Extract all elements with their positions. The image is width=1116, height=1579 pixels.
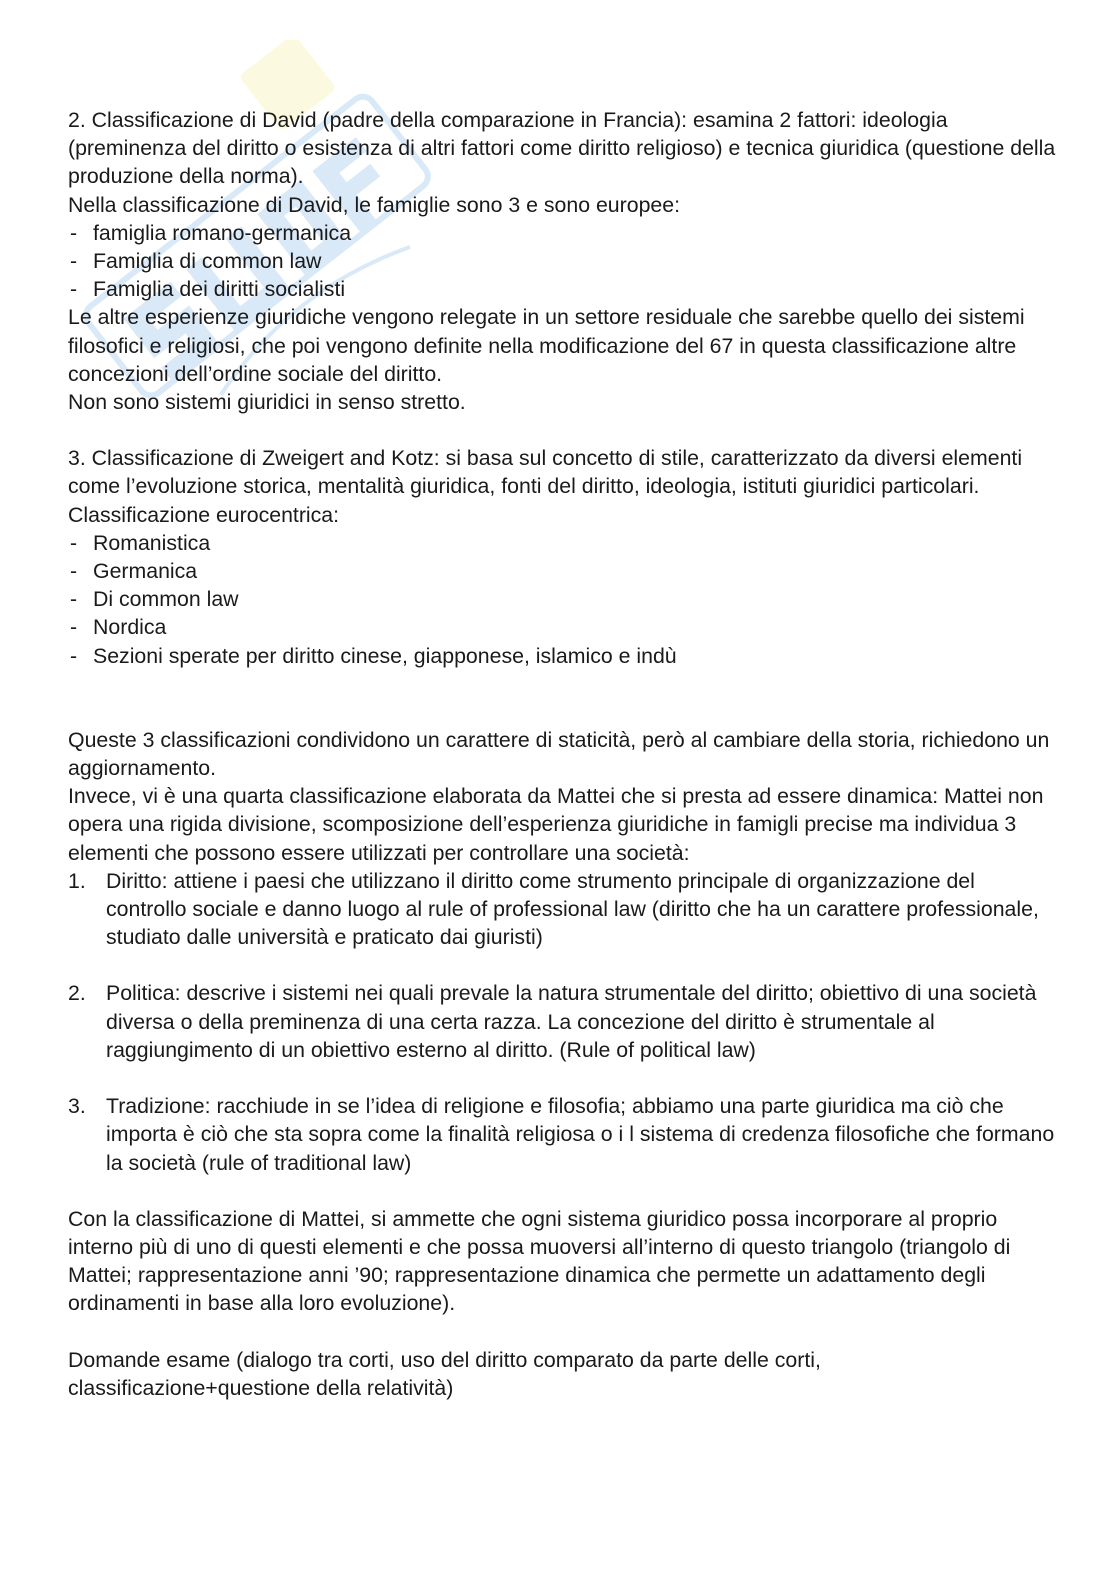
list-item: 1. Diritto: attiene i paesi che utilizzano il diritto come strumento principale di organizzazione del controllo sociale e danno luogo al rule of professional law (diritto che ha un carattere professionale, studiato dalle università e praticato dai giuristi) bbox=[68, 868, 1039, 950]
david-intro: 2. Classificazione di David (padre della comparazione in Francia): esamina 2 fattori: ideologia (preminenza del diritto o esistenza di altri fattori come diritto religioso) e tecnica giuridica (questione della produzione della norma). bbox=[68, 108, 1056, 189]
mattei-p1: Queste 3 classificazioni condividono un carattere di staticità, però al cambiare della storia, richiedono un aggiornamento. bbox=[68, 727, 1050, 781]
list-item: 2. Politica: descrive i sistemi nei quali prevale la natura strumentale del diritto; obiettivo di una società diversa o della preminenza di una certa razza. La concezione del diritto è strumentale al raggiungimento di un obiettivo esterno al diritto. (Rule of political law) bbox=[68, 981, 1037, 1062]
list-item: - Famiglia di common law bbox=[70, 249, 322, 274]
exam-questions: Domande esame (dialogo tra corti, uso del diritto comparato da parte delle corti, classificazione+questione della relatività) bbox=[68, 1347, 821, 1400]
david-others: Le altre esperienze giuridiche vengono relegate in un settore residuale che sarebbe quello dei sistemi filosofici e religiosi, che poi vengono definite nella modificazione del 67 in questa classificazione altre concezioni dell’ordine sociale del diritto. bbox=[68, 305, 1025, 386]
list-item: - Sezioni sperate per diritto cinese, giapponese, islamico e indù bbox=[70, 643, 677, 668]
list-item: - Di common law bbox=[70, 587, 239, 612]
list-item: - Romanistica bbox=[70, 530, 211, 555]
list-item: - famiglia romano-germanica bbox=[70, 220, 352, 245]
list-item: - Famiglia dei diritti socialisti bbox=[70, 277, 346, 302]
david-families-list bbox=[68, 219, 1058, 304]
list-item: 3. Tradizione: racchiude in se l’idea di religione e filosofia; abbiamo una parte giuridica ma ciò che importa è ciò che sta sopra come la finalità religiosa o i l sistema di credenza filosofiche che formano la società (rule of traditional law) bbox=[68, 1094, 1055, 1175]
zweigert-list-intro: Classificazione eurocentrica: bbox=[68, 502, 340, 527]
list-item: - Germanica bbox=[70, 559, 198, 584]
mattei-elements-list bbox=[68, 867, 1058, 1177]
zweigert-list bbox=[68, 529, 1058, 670]
mattei-p2: Invece, vi è una quarta classificazione elaborata da Mattei che si presta ad essere dinamica: Mattei non opera una rigida divisione, scomposizione dell’esperienza giuridiche in famigli precise ma individua 3 elementi che possono essere utilizzati per controllare una società: bbox=[68, 784, 1044, 865]
zweigert-intro: 3. Classificazione di Zweigert and Kotz: si basa sul concetto di stile, caratterizzato da diversi elementi come l’evoluzione storica, mentalità giuridica, fonti del diritto, ideologia, istituti giuridici particolari. bbox=[68, 446, 1023, 499]
david-families-intro: Nella classificazione di David, le famiglie sono 3 e sono europee: bbox=[68, 192, 681, 217]
david-note: Non sono sistemi giuridici in senso stretto. bbox=[68, 390, 466, 415]
document-body bbox=[68, 106, 1058, 1402]
mattei-conclusion: Con la classificazione di Mattei, si ammette che ogni sistema giuridico possa incorporare al proprio interno più di uno di questi elementi e che possa muoversi all’interno di questo triangolo (triangolo di Mattei; rappresentazione anni ’90; rappresentazione dinamica che permette un adattamento degli ordinamenti in base alla loro evoluzione). bbox=[68, 1206, 1011, 1316]
list-item: - Nordica bbox=[70, 615, 167, 640]
